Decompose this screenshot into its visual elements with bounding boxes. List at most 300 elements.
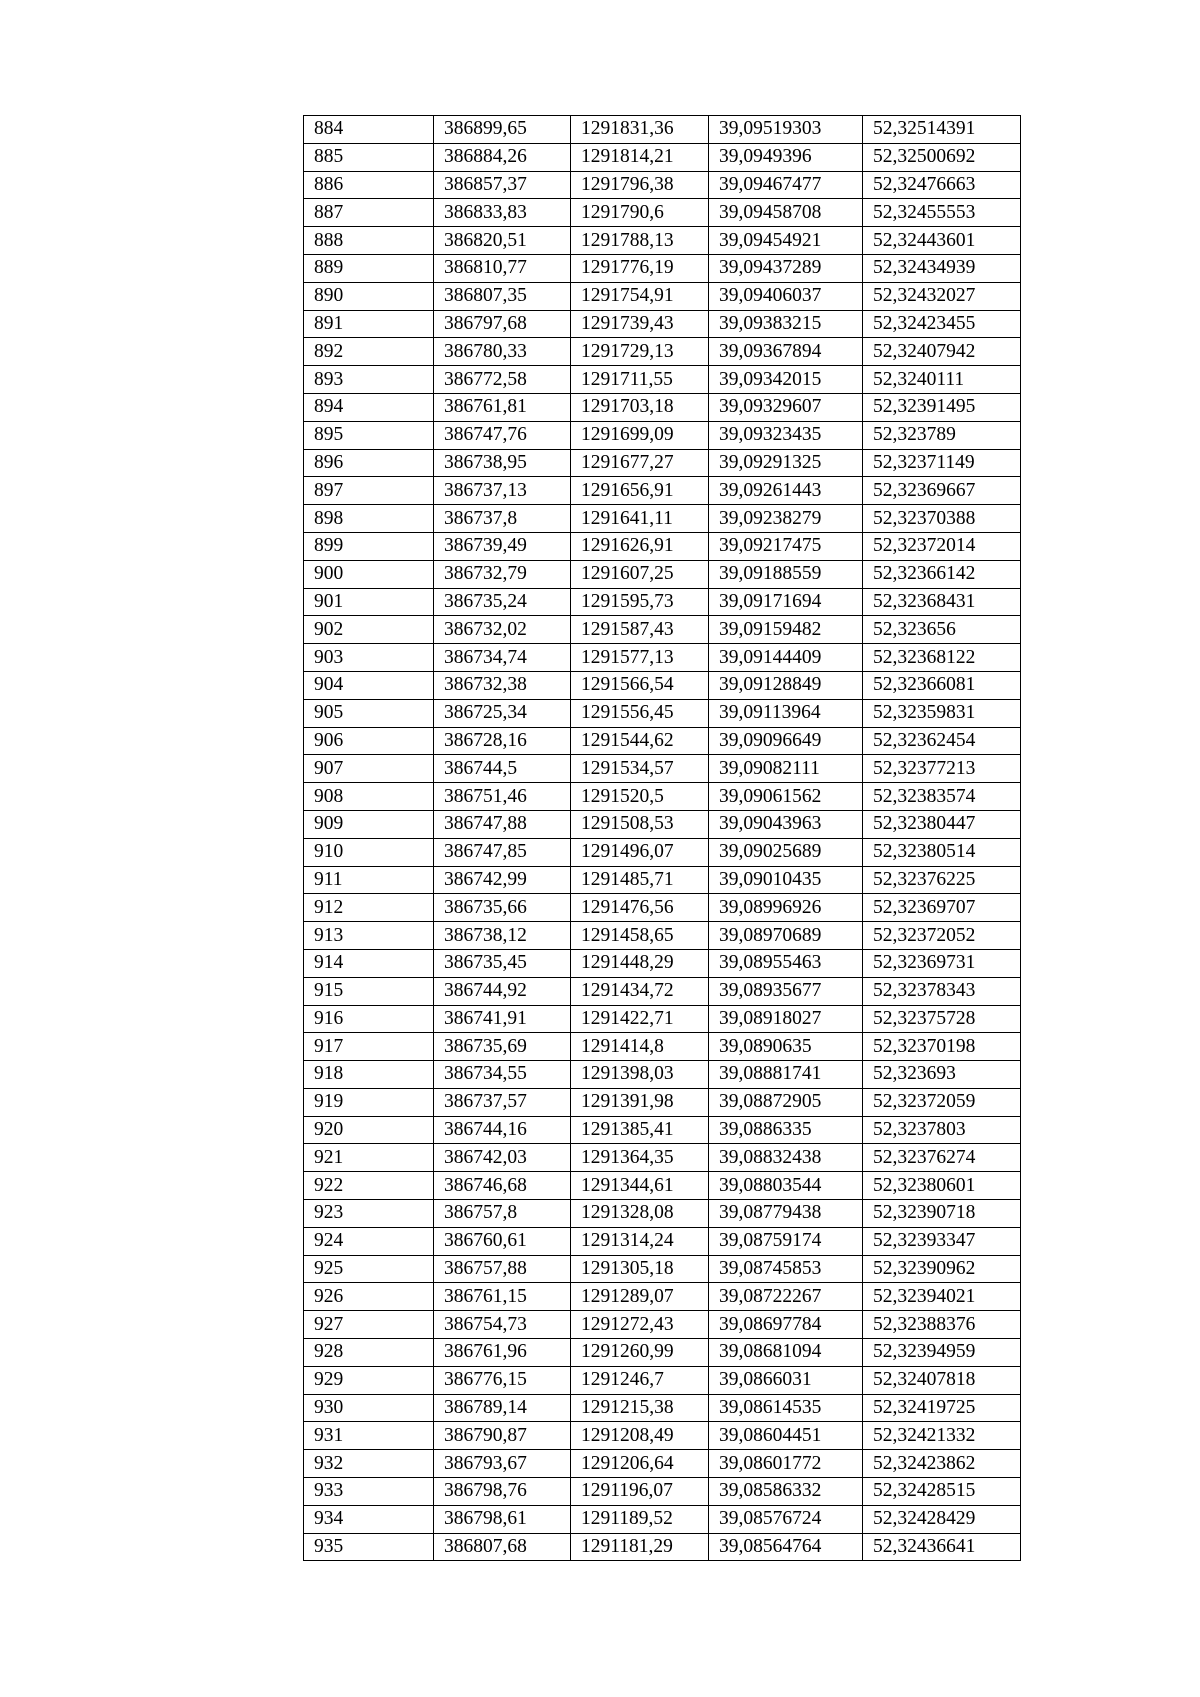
- table-row: [304, 116, 1021, 144]
- y-coordinate-cell: 1291788,13: [571, 227, 709, 255]
- x-coordinate-cell: 386739,49: [434, 532, 571, 560]
- latitude-cell: 52,32380447: [863, 810, 1021, 838]
- x-coordinate-cell: 386747,85: [434, 838, 571, 866]
- point-number-cell: 917: [304, 1033, 434, 1061]
- y-coordinate-cell: 1291656,91: [571, 477, 709, 505]
- point-number-cell: 928: [304, 1339, 434, 1367]
- point-number-cell: 905: [304, 699, 434, 727]
- y-coordinate-cell: 1291289,07: [571, 1283, 709, 1311]
- latitude-cell: 52,32423862: [863, 1450, 1021, 1478]
- x-coordinate-cell: 386772,58: [434, 366, 571, 394]
- table-row: [304, 1394, 1021, 1422]
- y-coordinate-cell: 1291607,25: [571, 560, 709, 588]
- x-coordinate-cell: 386732,79: [434, 560, 571, 588]
- y-coordinate-cell: 1291556,45: [571, 699, 709, 727]
- point-number-cell: 885: [304, 143, 434, 171]
- table-row: [304, 143, 1021, 171]
- table-row: [304, 1088, 1021, 1116]
- y-coordinate-cell: 1291398,03: [571, 1061, 709, 1089]
- x-coordinate-cell: 386737,8: [434, 505, 571, 533]
- longitude-cell: 39,09043963: [709, 810, 863, 838]
- x-coordinate-cell: 386780,33: [434, 338, 571, 366]
- y-coordinate-cell: 1291711,55: [571, 366, 709, 394]
- latitude-cell: 52,323693: [863, 1061, 1021, 1089]
- point-number-cell: 918: [304, 1061, 434, 1089]
- point-number-cell: 909: [304, 810, 434, 838]
- table-row: [304, 588, 1021, 616]
- y-coordinate-cell: 1291520,5: [571, 783, 709, 811]
- longitude-cell: 39,09010435: [709, 866, 863, 894]
- latitude-cell: 52,32432027: [863, 282, 1021, 310]
- x-coordinate-cell: 386732,02: [434, 616, 571, 644]
- point-number-cell: 906: [304, 727, 434, 755]
- longitude-cell: 39,0886335: [709, 1116, 863, 1144]
- table-row: [304, 644, 1021, 672]
- table-row: [304, 1533, 1021, 1561]
- table-row: [304, 254, 1021, 282]
- x-coordinate-cell: 386761,96: [434, 1339, 571, 1367]
- x-coordinate-cell: 386857,37: [434, 171, 571, 199]
- longitude-cell: 39,08614535: [709, 1394, 863, 1422]
- longitude-cell: 39,09406037: [709, 282, 863, 310]
- y-coordinate-cell: 1291595,73: [571, 588, 709, 616]
- y-coordinate-cell: 1291344,61: [571, 1172, 709, 1200]
- x-coordinate-cell: 386797,68: [434, 310, 571, 338]
- coordinates-table-body: [304, 116, 1021, 1561]
- y-coordinate-cell: 1291246,7: [571, 1366, 709, 1394]
- longitude-cell: 39,0890635: [709, 1033, 863, 1061]
- table-row: [304, 1366, 1021, 1394]
- x-coordinate-cell: 386735,45: [434, 949, 571, 977]
- y-coordinate-cell: 1291677,27: [571, 449, 709, 477]
- latitude-cell: 52,32390718: [863, 1200, 1021, 1228]
- y-coordinate-cell: 1291385,41: [571, 1116, 709, 1144]
- table-row: [304, 1450, 1021, 1478]
- table-row: [304, 310, 1021, 338]
- table-row: [304, 699, 1021, 727]
- x-coordinate-cell: 386735,69: [434, 1033, 571, 1061]
- x-coordinate-cell: 386744,5: [434, 755, 571, 783]
- y-coordinate-cell: 1291496,07: [571, 838, 709, 866]
- longitude-cell: 39,08935677: [709, 977, 863, 1005]
- table-row: [304, 477, 1021, 505]
- latitude-cell: 52,32378343: [863, 977, 1021, 1005]
- y-coordinate-cell: 1291699,09: [571, 421, 709, 449]
- table-row: [304, 199, 1021, 227]
- longitude-cell: 39,09519303: [709, 116, 863, 144]
- latitude-cell: 52,32500692: [863, 143, 1021, 171]
- y-coordinate-cell: 1291577,13: [571, 644, 709, 672]
- longitude-cell: 39,08803544: [709, 1172, 863, 1200]
- table-row: [304, 755, 1021, 783]
- latitude-cell: 52,32372014: [863, 532, 1021, 560]
- point-number-cell: 893: [304, 366, 434, 394]
- point-number-cell: 884: [304, 116, 434, 144]
- longitude-cell: 39,08779438: [709, 1200, 863, 1228]
- y-coordinate-cell: 1291534,57: [571, 755, 709, 783]
- table-row: [304, 1422, 1021, 1450]
- table-row: [304, 949, 1021, 977]
- point-number-cell: 890: [304, 282, 434, 310]
- latitude-cell: 52,32377213: [863, 755, 1021, 783]
- point-number-cell: 896: [304, 449, 434, 477]
- x-coordinate-cell: 386798,76: [434, 1478, 571, 1506]
- point-number-cell: 887: [304, 199, 434, 227]
- y-coordinate-cell: 1291729,13: [571, 338, 709, 366]
- y-coordinate-cell: 1291448,29: [571, 949, 709, 977]
- y-coordinate-cell: 1291391,98: [571, 1088, 709, 1116]
- table-row: [304, 505, 1021, 533]
- latitude-cell: 52,32428429: [863, 1505, 1021, 1533]
- longitude-cell: 39,08564764: [709, 1533, 863, 1561]
- latitude-cell: 52,32383574: [863, 783, 1021, 811]
- y-coordinate-cell: 1291434,72: [571, 977, 709, 1005]
- table-row: [304, 977, 1021, 1005]
- y-coordinate-cell: 1291566,54: [571, 671, 709, 699]
- table-row: [304, 1339, 1021, 1367]
- point-number-cell: 924: [304, 1227, 434, 1255]
- x-coordinate-cell: 386737,57: [434, 1088, 571, 1116]
- table-row: [304, 671, 1021, 699]
- latitude-cell: 52,32368431: [863, 588, 1021, 616]
- latitude-cell: 52,32428515: [863, 1478, 1021, 1506]
- latitude-cell: 52,32368122: [863, 644, 1021, 672]
- x-coordinate-cell: 386761,15: [434, 1283, 571, 1311]
- y-coordinate-cell: 1291272,43: [571, 1311, 709, 1339]
- longitude-cell: 39,09454921: [709, 227, 863, 255]
- point-number-cell: 889: [304, 254, 434, 282]
- x-coordinate-cell: 386738,12: [434, 922, 571, 950]
- x-coordinate-cell: 386833,83: [434, 199, 571, 227]
- x-coordinate-cell: 386747,88: [434, 810, 571, 838]
- x-coordinate-cell: 386789,14: [434, 1394, 571, 1422]
- table-row: [304, 1478, 1021, 1506]
- x-coordinate-cell: 386807,68: [434, 1533, 571, 1561]
- latitude-cell: 52,32372059: [863, 1088, 1021, 1116]
- x-coordinate-cell: 386744,16: [434, 1116, 571, 1144]
- latitude-cell: 52,32407818: [863, 1366, 1021, 1394]
- x-coordinate-cell: 386790,87: [434, 1422, 571, 1450]
- longitude-cell: 39,09144409: [709, 644, 863, 672]
- x-coordinate-cell: 386751,46: [434, 783, 571, 811]
- y-coordinate-cell: 1291790,6: [571, 199, 709, 227]
- point-number-cell: 904: [304, 671, 434, 699]
- longitude-cell: 39,09342015: [709, 366, 863, 394]
- y-coordinate-cell: 1291776,19: [571, 254, 709, 282]
- latitude-cell: 52,3240111: [863, 366, 1021, 394]
- longitude-cell: 39,09159482: [709, 616, 863, 644]
- y-coordinate-cell: 1291305,18: [571, 1255, 709, 1283]
- point-number-cell: 919: [304, 1088, 434, 1116]
- longitude-cell: 39,09238279: [709, 505, 863, 533]
- table-row: [304, 894, 1021, 922]
- longitude-cell: 39,09082111: [709, 755, 863, 783]
- table-row: [304, 838, 1021, 866]
- latitude-cell: 52,32372052: [863, 922, 1021, 950]
- latitude-cell: 52,32476663: [863, 171, 1021, 199]
- longitude-cell: 39,0949396: [709, 143, 863, 171]
- point-number-cell: 894: [304, 393, 434, 421]
- x-coordinate-cell: 386728,16: [434, 727, 571, 755]
- longitude-cell: 39,09291325: [709, 449, 863, 477]
- table-row: [304, 810, 1021, 838]
- point-number-cell: 935: [304, 1533, 434, 1561]
- point-number-cell: 931: [304, 1422, 434, 1450]
- longitude-cell: 39,09458708: [709, 199, 863, 227]
- longitude-cell: 39,08681094: [709, 1339, 863, 1367]
- table-row: [304, 1311, 1021, 1339]
- x-coordinate-cell: 386807,35: [434, 282, 571, 310]
- x-coordinate-cell: 386735,66: [434, 894, 571, 922]
- latitude-cell: 52,32390962: [863, 1255, 1021, 1283]
- y-coordinate-cell: 1291422,71: [571, 1005, 709, 1033]
- table-row: [304, 532, 1021, 560]
- latitude-cell: 52,32391495: [863, 393, 1021, 421]
- point-number-cell: 933: [304, 1478, 434, 1506]
- point-number-cell: 934: [304, 1505, 434, 1533]
- point-number-cell: 925: [304, 1255, 434, 1283]
- x-coordinate-cell: 386744,92: [434, 977, 571, 1005]
- longitude-cell: 39,09128849: [709, 671, 863, 699]
- y-coordinate-cell: 1291196,07: [571, 1478, 709, 1506]
- x-coordinate-cell: 386732,38: [434, 671, 571, 699]
- table-row: [304, 727, 1021, 755]
- point-number-cell: 927: [304, 1311, 434, 1339]
- longitude-cell: 39,09113964: [709, 699, 863, 727]
- point-number-cell: 910: [304, 838, 434, 866]
- point-number-cell: 899: [304, 532, 434, 560]
- longitude-cell: 39,09323435: [709, 421, 863, 449]
- point-number-cell: 923: [304, 1200, 434, 1228]
- table-row: [304, 1283, 1021, 1311]
- y-coordinate-cell: 1291587,43: [571, 616, 709, 644]
- latitude-cell: 52,32359831: [863, 699, 1021, 727]
- point-number-cell: 892: [304, 338, 434, 366]
- table-row: [304, 1255, 1021, 1283]
- point-number-cell: 908: [304, 783, 434, 811]
- longitude-cell: 39,0866031: [709, 1366, 863, 1394]
- latitude-cell: 52,32514391: [863, 116, 1021, 144]
- table-row: [304, 616, 1021, 644]
- latitude-cell: 52,32434939: [863, 254, 1021, 282]
- x-coordinate-cell: 386742,99: [434, 866, 571, 894]
- longitude-cell: 39,08604451: [709, 1422, 863, 1450]
- longitude-cell: 39,09217475: [709, 532, 863, 560]
- latitude-cell: 52,32380514: [863, 838, 1021, 866]
- longitude-cell: 39,08872905: [709, 1088, 863, 1116]
- x-coordinate-cell: 386820,51: [434, 227, 571, 255]
- x-coordinate-cell: 386742,03: [434, 1144, 571, 1172]
- y-coordinate-cell: 1291831,36: [571, 116, 709, 144]
- table-row: [304, 1005, 1021, 1033]
- latitude-cell: 52,32369707: [863, 894, 1021, 922]
- latitude-cell: 52,323789: [863, 421, 1021, 449]
- longitude-cell: 39,08745853: [709, 1255, 863, 1283]
- point-number-cell: 915: [304, 977, 434, 1005]
- x-coordinate-cell: 386737,13: [434, 477, 571, 505]
- table-row: [304, 1033, 1021, 1061]
- table-row: [304, 1116, 1021, 1144]
- latitude-cell: 52,32362454: [863, 727, 1021, 755]
- y-coordinate-cell: 1291215,38: [571, 1394, 709, 1422]
- table-row: [304, 1144, 1021, 1172]
- latitude-cell: 52,32455553: [863, 199, 1021, 227]
- x-coordinate-cell: 386746,68: [434, 1172, 571, 1200]
- y-coordinate-cell: 1291508,53: [571, 810, 709, 838]
- latitude-cell: 52,32394959: [863, 1339, 1021, 1367]
- x-coordinate-cell: 386899,65: [434, 116, 571, 144]
- latitude-cell: 52,32436641: [863, 1533, 1021, 1561]
- longitude-cell: 39,09188559: [709, 560, 863, 588]
- point-number-cell: 888: [304, 227, 434, 255]
- x-coordinate-cell: 386760,61: [434, 1227, 571, 1255]
- longitude-cell: 39,09467477: [709, 171, 863, 199]
- point-number-cell: 900: [304, 560, 434, 588]
- table-row: [304, 171, 1021, 199]
- y-coordinate-cell: 1291814,21: [571, 143, 709, 171]
- x-coordinate-cell: 386734,55: [434, 1061, 571, 1089]
- point-number-cell: 922: [304, 1172, 434, 1200]
- x-coordinate-cell: 386810,77: [434, 254, 571, 282]
- latitude-cell: 52,32393347: [863, 1227, 1021, 1255]
- x-coordinate-cell: 386741,91: [434, 1005, 571, 1033]
- point-number-cell: 926: [304, 1283, 434, 1311]
- table-row: [304, 866, 1021, 894]
- latitude-cell: 52,32375728: [863, 1005, 1021, 1033]
- latitude-cell: 52,32370198: [863, 1033, 1021, 1061]
- point-number-cell: 930: [304, 1394, 434, 1422]
- y-coordinate-cell: 1291544,62: [571, 727, 709, 755]
- y-coordinate-cell: 1291796,38: [571, 171, 709, 199]
- table-row: [304, 1172, 1021, 1200]
- longitude-cell: 39,08576724: [709, 1505, 863, 1533]
- longitude-cell: 39,08722267: [709, 1283, 863, 1311]
- latitude-cell: 52,32394021: [863, 1283, 1021, 1311]
- longitude-cell: 39,08832438: [709, 1144, 863, 1172]
- x-coordinate-cell: 386747,76: [434, 421, 571, 449]
- latitude-cell: 52,32380601: [863, 1172, 1021, 1200]
- table-row: [304, 282, 1021, 310]
- x-coordinate-cell: 386738,95: [434, 449, 571, 477]
- y-coordinate-cell: 1291458,65: [571, 922, 709, 950]
- point-number-cell: 912: [304, 894, 434, 922]
- latitude-cell: 52,32366142: [863, 560, 1021, 588]
- table-row: [304, 227, 1021, 255]
- x-coordinate-cell: 386793,67: [434, 1450, 571, 1478]
- point-number-cell: 903: [304, 644, 434, 672]
- point-number-cell: 913: [304, 922, 434, 950]
- longitude-cell: 39,08759174: [709, 1227, 863, 1255]
- table-row: [304, 449, 1021, 477]
- x-coordinate-cell: 386757,8: [434, 1200, 571, 1228]
- latitude-cell: 52,32376274: [863, 1144, 1021, 1172]
- latitude-cell: 52,3237803: [863, 1116, 1021, 1144]
- y-coordinate-cell: 1291328,08: [571, 1200, 709, 1228]
- x-coordinate-cell: 386761,81: [434, 393, 571, 421]
- latitude-cell: 52,32423455: [863, 310, 1021, 338]
- longitude-cell: 39,09261443: [709, 477, 863, 505]
- longitude-cell: 39,08996926: [709, 894, 863, 922]
- point-number-cell: 916: [304, 1005, 434, 1033]
- coordinates-table: [303, 115, 1021, 1561]
- y-coordinate-cell: 1291181,29: [571, 1533, 709, 1561]
- y-coordinate-cell: 1291703,18: [571, 393, 709, 421]
- y-coordinate-cell: 1291485,71: [571, 866, 709, 894]
- point-number-cell: 907: [304, 755, 434, 783]
- y-coordinate-cell: 1291189,52: [571, 1505, 709, 1533]
- point-number-cell: 929: [304, 1366, 434, 1394]
- y-coordinate-cell: 1291208,49: [571, 1422, 709, 1450]
- table-row: [304, 366, 1021, 394]
- latitude-cell: 52,32421332: [863, 1422, 1021, 1450]
- latitude-cell: 52,32407942: [863, 338, 1021, 366]
- table-row: [304, 338, 1021, 366]
- point-number-cell: 901: [304, 588, 434, 616]
- point-number-cell: 895: [304, 421, 434, 449]
- x-coordinate-cell: 386734,74: [434, 644, 571, 672]
- longitude-cell: 39,08955463: [709, 949, 863, 977]
- y-coordinate-cell: 1291414,8: [571, 1033, 709, 1061]
- longitude-cell: 39,08586332: [709, 1478, 863, 1506]
- x-coordinate-cell: 386725,34: [434, 699, 571, 727]
- x-coordinate-cell: 386754,73: [434, 1311, 571, 1339]
- latitude-cell: 52,32369667: [863, 477, 1021, 505]
- longitude-cell: 39,09025689: [709, 838, 863, 866]
- point-number-cell: 932: [304, 1450, 434, 1478]
- table-row: [304, 1061, 1021, 1089]
- longitude-cell: 39,09171694: [709, 588, 863, 616]
- latitude-cell: 52,32370388: [863, 505, 1021, 533]
- y-coordinate-cell: 1291641,11: [571, 505, 709, 533]
- latitude-cell: 52,32443601: [863, 227, 1021, 255]
- table-row: [304, 1227, 1021, 1255]
- table-row: [304, 1505, 1021, 1533]
- table-row: [304, 1200, 1021, 1228]
- x-coordinate-cell: 386884,26: [434, 143, 571, 171]
- x-coordinate-cell: 386757,88: [434, 1255, 571, 1283]
- longitude-cell: 39,09061562: [709, 783, 863, 811]
- longitude-cell: 39,08918027: [709, 1005, 863, 1033]
- latitude-cell: 52,32419725: [863, 1394, 1021, 1422]
- latitude-cell: 52,32366081: [863, 671, 1021, 699]
- x-coordinate-cell: 386798,61: [434, 1505, 571, 1533]
- point-number-cell: 921: [304, 1144, 434, 1172]
- x-coordinate-cell: 386735,24: [434, 588, 571, 616]
- point-number-cell: 902: [304, 616, 434, 644]
- table-row: [304, 783, 1021, 811]
- y-coordinate-cell: 1291206,64: [571, 1450, 709, 1478]
- point-number-cell: 920: [304, 1116, 434, 1144]
- table-row: [304, 421, 1021, 449]
- latitude-cell: 52,32376225: [863, 866, 1021, 894]
- y-coordinate-cell: 1291260,99: [571, 1339, 709, 1367]
- table-row: [304, 560, 1021, 588]
- longitude-cell: 39,08697784: [709, 1311, 863, 1339]
- table-row: [304, 393, 1021, 421]
- longitude-cell: 39,09096649: [709, 727, 863, 755]
- longitude-cell: 39,08881741: [709, 1061, 863, 1089]
- y-coordinate-cell: 1291314,24: [571, 1227, 709, 1255]
- point-number-cell: 886: [304, 171, 434, 199]
- longitude-cell: 39,09383215: [709, 310, 863, 338]
- point-number-cell: 897: [304, 477, 434, 505]
- y-coordinate-cell: 1291476,56: [571, 894, 709, 922]
- point-number-cell: 914: [304, 949, 434, 977]
- latitude-cell: 52,32369731: [863, 949, 1021, 977]
- latitude-cell: 52,32388376: [863, 1311, 1021, 1339]
- longitude-cell: 39,08970689: [709, 922, 863, 950]
- latitude-cell: 52,323656: [863, 616, 1021, 644]
